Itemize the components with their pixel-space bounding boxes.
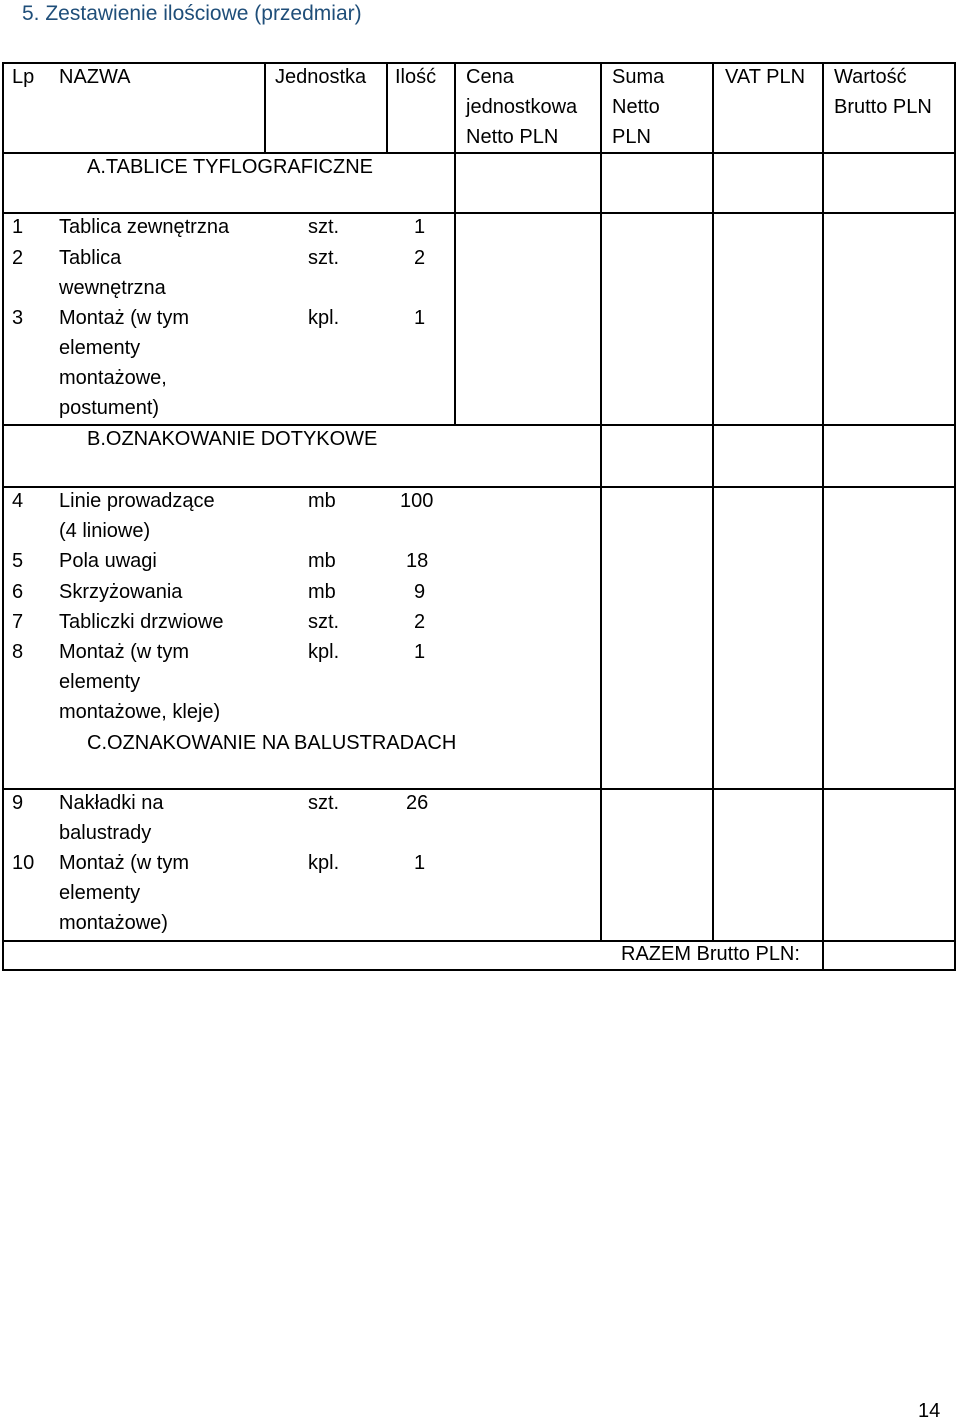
row-nazwa-line: elementy bbox=[59, 671, 141, 693]
row-nazwa-line: Tablica zewnętrzna bbox=[59, 216, 230, 238]
header-ilosc: Ilość bbox=[395, 66, 437, 88]
row-nazwa-line: Linie prowadzące bbox=[59, 490, 215, 512]
total-label: RAZEM Brutto PLN: bbox=[621, 943, 800, 965]
row-lp: 10 bbox=[12, 852, 35, 874]
header-nazwa: NAZWA bbox=[59, 66, 131, 88]
header-cena-line2: jednostkowa bbox=[466, 96, 578, 118]
table-border-right bbox=[954, 62, 956, 971]
page-heading: 5. Zestawienie ilościowe (przedmiar) bbox=[22, 2, 362, 25]
section-b-title: B.OZNAKOWANIE DOTYKOWE bbox=[87, 428, 378, 450]
header-lp: Lp bbox=[12, 66, 35, 88]
row-jednostka: mb bbox=[308, 550, 336, 572]
row-lp: 8 bbox=[12, 641, 24, 663]
row-lp: 5 bbox=[12, 550, 24, 572]
row-ilosc: 1 bbox=[414, 216, 426, 238]
table-border-left bbox=[2, 62, 4, 971]
row-jednostka: mb bbox=[308, 581, 336, 603]
header-wartosc-line1: Wartość bbox=[834, 66, 907, 88]
row-ilosc: 1 bbox=[414, 307, 426, 329]
row-lp: 4 bbox=[12, 490, 24, 512]
row-jednostka: kpl. bbox=[308, 852, 340, 874]
section-a-title: A.TABLICE TYFLOGRAFICZNE bbox=[87, 156, 373, 178]
quantity-table bbox=[2, 62, 956, 971]
header-cena-line3: Netto PLN bbox=[466, 126, 559, 148]
row-lp: 6 bbox=[12, 581, 24, 603]
row-nazwa-line: Pola uwagi bbox=[59, 550, 157, 572]
row-lp: 7 bbox=[12, 611, 24, 633]
row-lp: 2 bbox=[12, 247, 24, 269]
header-jednostka: Jednostka bbox=[275, 66, 367, 88]
row-lp: 9 bbox=[12, 792, 24, 814]
row-ilosc: 1 bbox=[414, 852, 426, 874]
header-cena-line1: Cena bbox=[466, 66, 514, 88]
row-nazwa-line: Tabliczki drzwiowe bbox=[59, 611, 224, 633]
row-jednostka: kpl. bbox=[308, 307, 340, 329]
col-rule-vat bbox=[712, 62, 714, 940]
section-c-title: C.OZNAKOWANIE NA BALUSTRADACH bbox=[87, 732, 457, 754]
col-rule-suma bbox=[600, 62, 602, 940]
row-ilosc: 1 bbox=[414, 641, 426, 663]
page-number: 14 bbox=[918, 1400, 941, 1422]
row-nazwa-line: balustrady bbox=[59, 822, 152, 844]
row-jednostka: szt. bbox=[308, 216, 340, 238]
row-ilosc: 2 bbox=[414, 247, 426, 269]
row-nazwa-line: Montaż (w tym bbox=[59, 852, 190, 874]
row-jednostka: szt. bbox=[308, 792, 340, 814]
row-nazwa-line: (4 liniowe) bbox=[59, 520, 151, 542]
row-ilosc: 26 bbox=[406, 792, 429, 814]
row-ilosc: 9 bbox=[414, 581, 426, 603]
row-ilosc: 2 bbox=[414, 611, 426, 633]
row-lp: 3 bbox=[12, 307, 24, 329]
col-rule-wartosc bbox=[822, 62, 824, 971]
row-nazwa-line: montażowe, kleje) bbox=[59, 701, 221, 723]
header-wartosc-line2: Brutto PLN bbox=[834, 96, 932, 118]
header-vat: VAT PLN bbox=[725, 66, 806, 88]
row-nazwa-line: montażowe) bbox=[59, 912, 168, 934]
row-nazwa-line: montażowe, bbox=[59, 367, 167, 389]
row-nazwa-line: Tablica bbox=[59, 247, 122, 269]
row-ilosc: 18 bbox=[406, 550, 429, 572]
row-nazwa-line: Nakładki na bbox=[59, 792, 164, 814]
row-jednostka: szt. bbox=[308, 247, 340, 269]
col-rule-jednostka bbox=[264, 62, 266, 152]
row-jednostka: kpl. bbox=[308, 641, 340, 663]
col-rule-cena bbox=[454, 62, 456, 424]
row-nazwa-line: wewnętrzna bbox=[59, 277, 166, 299]
row-nazwa-line: elementy bbox=[59, 882, 141, 904]
row-ilosc: 100 bbox=[400, 490, 434, 512]
row-nazwa-line: Montaż (w tym bbox=[59, 307, 190, 329]
table-border-bottom bbox=[2, 969, 956, 971]
row-nazwa-line: postument) bbox=[59, 397, 160, 419]
row-lp: 1 bbox=[12, 216, 24, 238]
row-nazwa-line: elementy bbox=[59, 337, 141, 359]
header-suma-line3: PLN bbox=[612, 126, 651, 148]
row-nazwa-line: Montaż (w tym bbox=[59, 641, 190, 663]
header-suma-line1: Suma bbox=[612, 66, 665, 88]
row-jednostka: mb bbox=[308, 490, 336, 512]
row-jednostka: szt. bbox=[308, 611, 340, 633]
col-rule-ilosc bbox=[386, 62, 388, 152]
table-rule bbox=[2, 940, 956, 942]
row-nazwa-line: Skrzyżowania bbox=[59, 581, 183, 603]
header-suma-line2: Netto bbox=[612, 96, 660, 118]
